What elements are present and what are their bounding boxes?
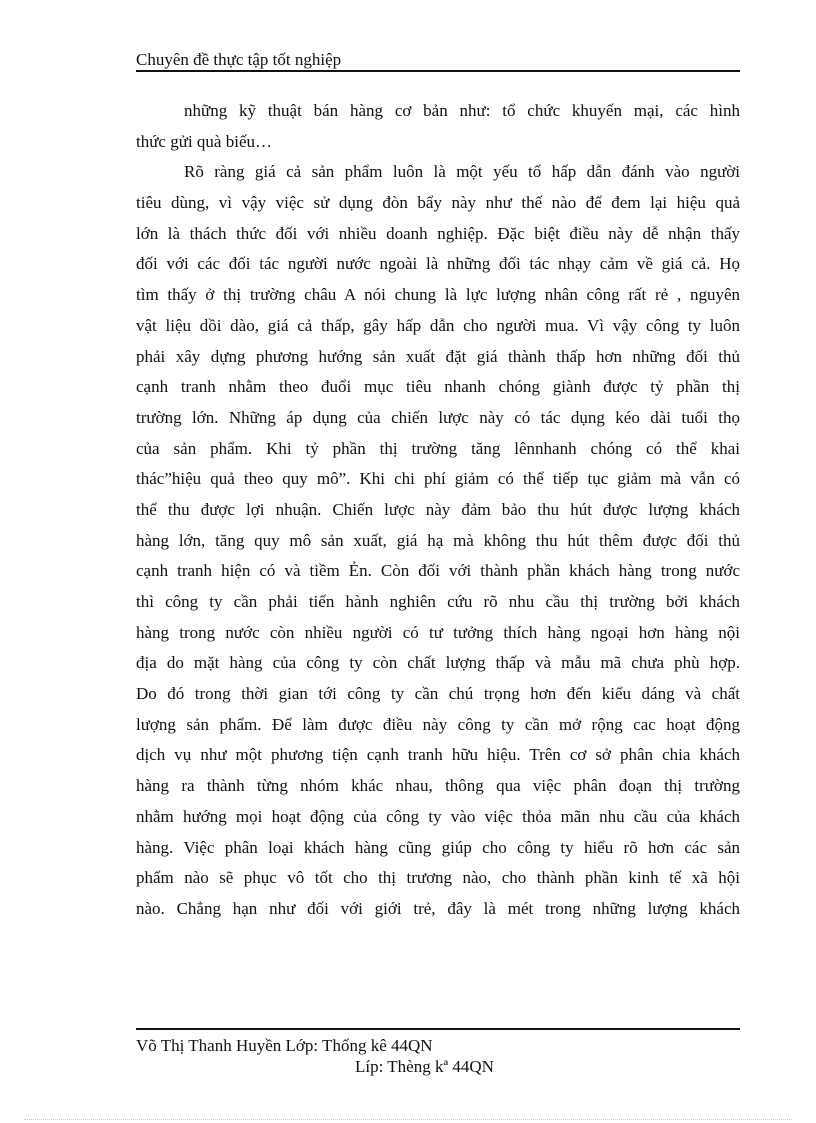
paragraph-line: hàng ra thành từng nhóm khác nhau, thông qua việc phân đoạn thị trường [136, 776, 740, 796]
paragraph-line: hàng trong nước còn nhiều người có tư tưởng thích hàng ngoại hơn hàng nội [136, 622, 740, 642]
footer-author: Võ Thị Thanh Huyền Lớp: Thống kê 44QN [136, 1036, 433, 1055]
paragraph-line: tìm thấy ở thị trường châu A nói chung là lực lượng nhân công rất rẻ , nguyên [136, 285, 740, 305]
paragraph-line: thì công ty cần phải tiến hành nghiên cứu rõ nhu cầu thị trường bởi khách [136, 592, 740, 611]
paragraph-line: Rõ ràng giá cả sản phẩm luôn là một yếu tố hấp dẫn đánh vào người [184, 162, 740, 182]
body-text [136, 96, 740, 925]
paragraph-line: dịch vụ như một phương tiện cạnh tranh hữu hiệu. Trên cơ sở phân chia khách [136, 745, 740, 765]
paragraph-line: cạnh tranh nhằm theo đuổi mục tiêu nhanh chóng giành được tỷ phần thị [136, 377, 740, 397]
paragraph-line: hàng lớn, tăng quy mô sản xuất, giá hạ mà không thu hút thêm được đối thủ [136, 530, 740, 550]
paragraph-line: tiêu dùng, vì vậy việc sử dụng đòn bẩy này như thế nào để đem lại hiệu quả [136, 193, 740, 213]
paragraph-line: phải xây dựng phương hướng sản xuất đặt giá thành thấp hơn những đối thủ [136, 346, 740, 366]
paragraph-line: thể thu được lợi nhuận. Chiến lược này đảm bảo thu hút được lượng khách [136, 499, 740, 519]
paragraph-line: hàng. Việc phân loại khách hàng cũng giúp cho công ty hiểu rõ hơn các sản [136, 837, 740, 857]
paragraph-line: thác”hiệu quả theo quy mô”. Khi chi phí giảm có thể tiếp tục giảm mà vẫn có [136, 469, 740, 489]
page-header-title: Chuyên đề thực tập tốt nghiệp [136, 50, 342, 69]
page-header [136, 46, 740, 72]
paragraph-line: của sản phẩm. Khi tỷ phần thị trường tăng lênnhanh chóng có thể khai [136, 438, 740, 458]
paragraph-line: đối với các đối tác người nước ngoài là những đối tác nhạy cảm về giá cả. Họ [136, 254, 740, 274]
footer-class: Líp: Thèng kª 44QN [355, 1057, 494, 1076]
paragraph-line: cạnh tranh hiện có và tiềm Ẻn. Còn đối với thành phần khách hàng trong nước [136, 561, 740, 581]
paragraph-line: thức gửi quà biếu… [136, 131, 272, 151]
paragraph-line: địa do mặt hàng của công ty còn chất lượng thấp và mẫu mã chưa phù hợp. [136, 653, 740, 673]
paragraph-line: phẩm nào sẽ phục vô tốt cho thị trương nào, cho thành phần kinh tế xã hội [136, 868, 740, 888]
page-edge-divider [24, 1119, 792, 1120]
paragraph-line: lớn là thách thức đối với nhiều doanh nghiệp. Đặc biệt điều này dễ nhận thấy [136, 223, 740, 243]
paragraph-line: nào. Chẳng hạn như đối với giới trẻ, đây là mét trong những lượng khách [136, 898, 740, 918]
paragraph-line: Do đó trong thời gian tới công ty cần chú trọng hơn đến kiểu dáng và chất [136, 684, 740, 704]
paragraph-line: những kỹ thuật bán hàng cơ bản như: tổ chức khuyến mại, các hình [184, 101, 740, 120]
paragraph-line: trường lớn. Những áp dụng của chiến lược này có tác dụng kéo dài tuổi thọ [136, 407, 740, 427]
paragraph-line: vật liệu dồi dào, giá cả thấp, gây hấp dẫn cho người mua. Vì vậy công ty luôn [136, 315, 740, 335]
page-footer [136, 1028, 740, 1076]
paragraph-line: lượng sản phẩm. Để làm được điều này công ty cần mở rộng cac hoạt động [136, 714, 740, 734]
paragraph-line: nhằm hướng mọi hoạt động của công ty vào việc thỏa mãn nhu cầu của khách [136, 806, 740, 826]
